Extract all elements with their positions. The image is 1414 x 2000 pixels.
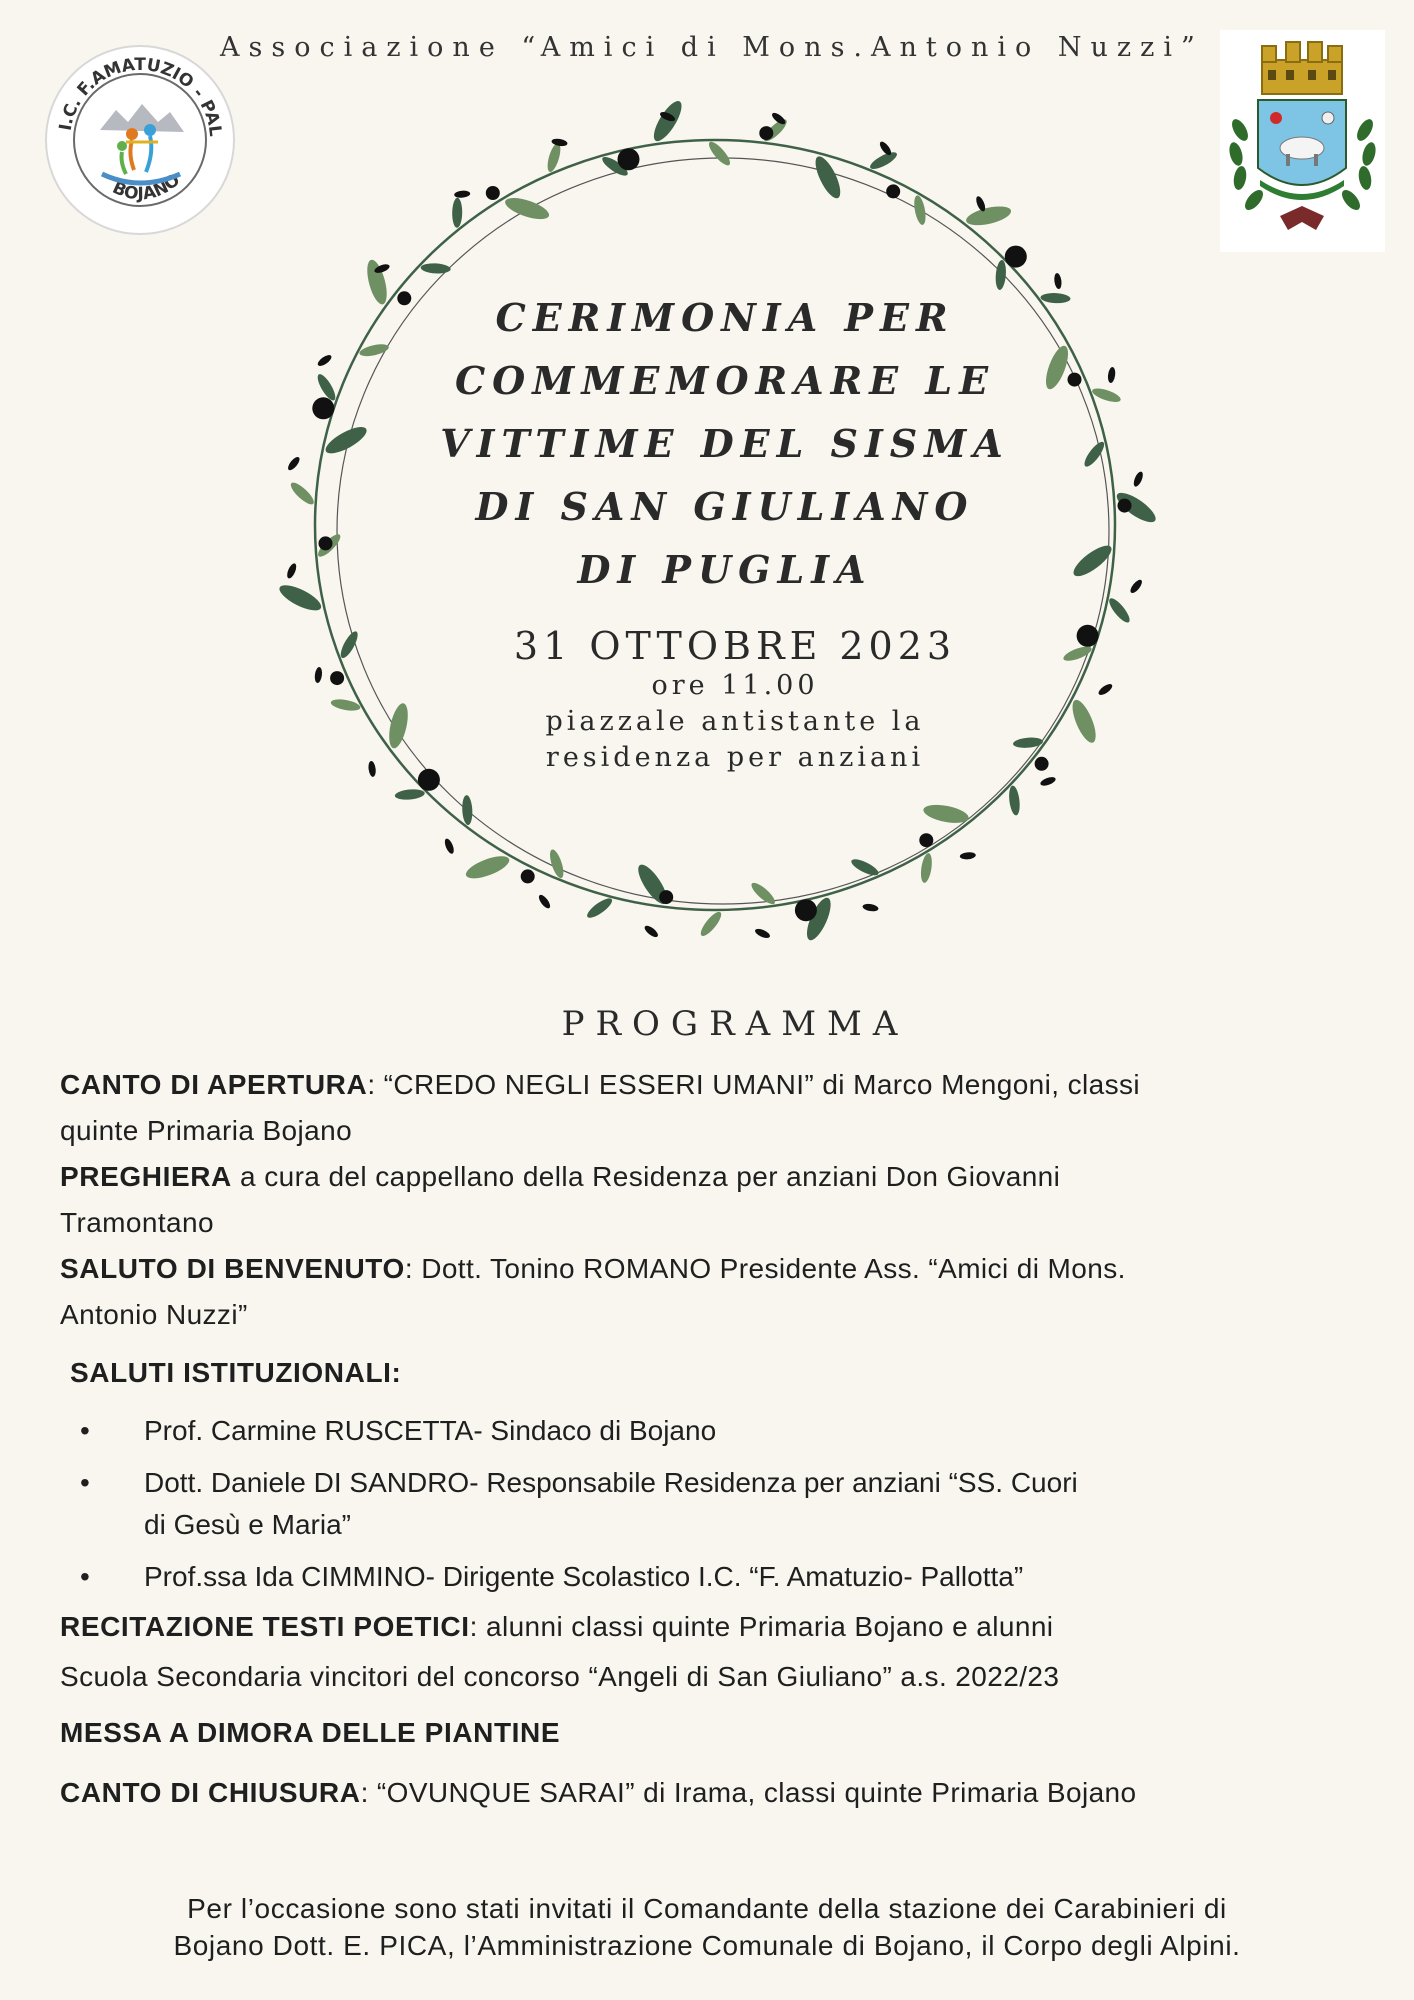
wreath-leaf	[868, 149, 899, 172]
greeting-text: di Gesù e Maria”	[144, 1509, 351, 1540]
item-label: PREGHIERA	[60, 1161, 232, 1192]
wreath-berry	[795, 899, 817, 921]
wreath-leaf	[462, 795, 474, 825]
title-line: DI SAN GIULIANO	[475, 484, 975, 529]
wreath-sprig	[443, 837, 456, 854]
item-text: Tramontano	[60, 1207, 214, 1238]
wreath-leaf	[964, 203, 1012, 229]
wreath-leaf	[849, 856, 880, 878]
wreath-leaf	[1068, 697, 1101, 746]
title-line: CERIMONIA PER	[495, 295, 955, 340]
wreath-sprig	[754, 927, 771, 940]
wreath-berry	[919, 833, 933, 847]
wreath-leaf	[1106, 596, 1133, 626]
association-name: Associazione “Amici di Mons.Antonio Nuzzi”	[220, 32, 1204, 63]
wreath-leaf	[288, 480, 317, 508]
event-time: ore 11.00	[651, 670, 819, 701]
wreath-berry	[618, 148, 640, 170]
wreath-sprig	[551, 138, 568, 147]
wreath-berry	[486, 186, 500, 200]
item-text: : “CREDO NEGLI ESSERI UMANI” di Marco Mengoni, classi	[367, 1069, 1141, 1100]
program-item-greetings	[60, 1350, 1360, 1396]
wreath-leaf	[394, 788, 425, 801]
program-item-welcome	[60, 1246, 1360, 1338]
program-item-opening	[60, 1062, 1360, 1154]
item-text: Scuola Secondaria vincitori del concorso “Angeli di San Giuliano” a.s. 2022/23	[60, 1661, 1060, 1692]
item-text: Antonio Nuzzi”	[60, 1299, 248, 1330]
item-text: : Dott. Tonino ROMANO Presidente Ass. “Amici di Mons.	[404, 1253, 1126, 1284]
wreath-leaf	[919, 852, 933, 883]
greetings-list	[60, 1410, 1360, 1598]
wreath-berry	[319, 536, 333, 550]
logo-text-bottom: BOJANO	[109, 170, 185, 205]
wreath-leaf	[503, 194, 552, 224]
wreath-berry	[659, 890, 673, 904]
closing-line: Per l’occasione sono stati invitati il Comandante della stazione dei Carabinieri di	[187, 1893, 1227, 1924]
greeting-text: Prof.ssa Ida CIMMINO- Dirigente Scolastico I.C. “F. Amatuzio- Pallotta”	[144, 1561, 1024, 1592]
wreath-sprig	[285, 562, 298, 579]
wreath-berry	[1118, 499, 1132, 513]
municipal-crest	[1220, 30, 1385, 252]
program-item-planting	[60, 1708, 1360, 1758]
item-label: CANTO DI APERTURA	[60, 1069, 368, 1100]
item-label: CANTO DI CHIUSURA	[60, 1777, 361, 1808]
event-date: 31 OTTOBRE 2023	[513, 624, 957, 668]
greeting-text: Prof. Carmine RUSCETTA- Sindaco di Bojano	[144, 1415, 717, 1446]
wreath-sprig	[286, 455, 301, 472]
item-text: : “OVUNQUE SARAI” di Irama, classi quinte Primaria Bojano	[360, 1777, 1137, 1808]
event-place-line2: residenza per anziani	[545, 742, 925, 773]
title-line: COMMEMORARE LE	[454, 358, 996, 403]
wreath-leaf	[338, 629, 361, 660]
item-label: RECITAZIONE TESTI POETICI	[60, 1611, 470, 1642]
wreath-leaf	[585, 895, 615, 921]
closing-line: Bojano Dott. E. PICA, l’Amministrazione Comunale di Bojano, il Corpo degli Alpini.	[173, 1930, 1241, 1961]
greeting-text: Dott. Daniele DI SANDRO- Responsabile Residenza per anziani “SS. Cuori	[144, 1467, 1078, 1498]
wreath-sprig	[1128, 578, 1143, 595]
program-item-recitation	[60, 1602, 1360, 1702]
wreath-sprig	[1039, 775, 1056, 787]
closing-note	[40, 1890, 1374, 1964]
greeting-item	[60, 1462, 1360, 1546]
greeting-item	[60, 1410, 1360, 1452]
item-text: a cura del cappellano della Residenza per anziani Don Giovanni	[231, 1161, 1061, 1192]
logo-text-top: I.C. F.AMATUZIO - PAL	[55, 54, 226, 138]
wreath-leaf	[276, 580, 324, 615]
wreath-sprig	[314, 667, 323, 684]
program-item-closing-song	[60, 1768, 1360, 1818]
item-label: MESSA A DIMORA DELLE PIANTINE	[60, 1717, 561, 1748]
wreath-leaf	[452, 198, 462, 228]
item-label: SALUTI ISTITUZIONALI:	[70, 1357, 402, 1388]
ceremony-title	[380, 286, 1070, 601]
wreath-leaf	[1008, 785, 1022, 816]
wreath-leaf	[545, 142, 563, 174]
item-text: : alunni classi quinte Primaria Bojano e alunni	[469, 1611, 1054, 1642]
wreath-leaf	[386, 702, 412, 750]
wreath-berry	[330, 671, 344, 685]
wreath-berry	[886, 184, 900, 198]
wreath-sprig	[368, 761, 377, 778]
greeting-item	[60, 1556, 1360, 1598]
item-text: quinte Primaria Bojano	[60, 1115, 353, 1146]
wreath-leaf	[912, 194, 927, 225]
wreath-leaf	[706, 139, 733, 168]
wreath-sprig	[643, 924, 660, 939]
wreath-berry	[312, 397, 334, 419]
wreath-berry	[521, 869, 535, 883]
wreath-berry	[1005, 246, 1027, 268]
wreath-leaf	[649, 97, 687, 145]
wreath-leaf	[1069, 541, 1115, 581]
wreath-sprig	[454, 190, 471, 198]
wreath-leaf	[420, 263, 450, 275]
event-details	[420, 668, 1050, 776]
wreath-sprig	[316, 353, 333, 368]
wreath-sprig	[1132, 470, 1145, 487]
wreath-sprig	[862, 903, 879, 912]
wreath-sprig	[960, 852, 977, 860]
wreath-leaf	[698, 909, 725, 939]
title-line: VITTIME DEL SISMA	[440, 421, 1010, 466]
wreath-sprig	[1107, 367, 1116, 384]
wreath-leaf	[922, 802, 970, 826]
wreath-leaf	[463, 852, 512, 883]
title-line: DI PUGLIA	[577, 547, 873, 592]
wreath-berry	[759, 126, 773, 140]
program-list	[60, 1062, 1360, 1818]
item-label: SALUTO DI BENVENUTO	[60, 1253, 405, 1284]
wreath-sprig	[1097, 682, 1114, 697]
crown-icon	[1262, 42, 1342, 94]
program-item-prayer	[60, 1154, 1360, 1246]
wreath-berry	[1077, 625, 1099, 647]
programma-heading: PROGRAMMA	[561, 1004, 909, 1044]
wreath-sprig	[537, 893, 552, 910]
event-place-line1: piazzale antistante la	[545, 706, 925, 737]
wreath-leaf	[330, 697, 361, 712]
